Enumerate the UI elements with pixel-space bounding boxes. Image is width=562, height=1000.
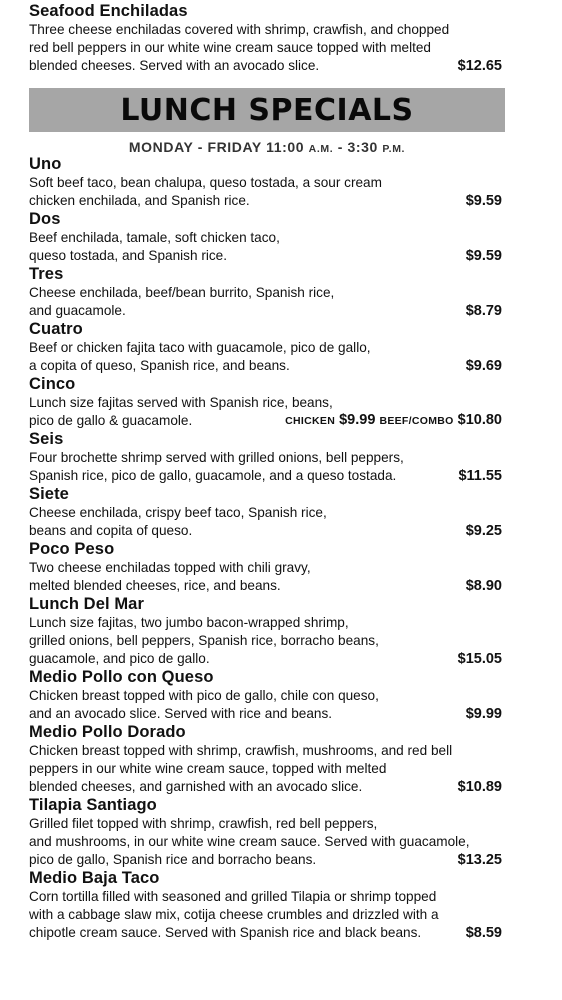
item-price: $8.90 — [465, 578, 502, 594]
item-description — [29, 229, 504, 265]
item-description — [29, 742, 504, 796]
item-price: $8.59 — [465, 925, 502, 941]
item-name: Tilapia Santiago — [29, 796, 157, 814]
item-description — [29, 174, 504, 210]
item-price: $9.99 — [465, 706, 502, 722]
item-description-line: a copita of queso, Spanish rice, and beans. — [29, 358, 290, 373]
item-name: Medio Baja Taco — [29, 869, 160, 887]
item-description-line: blended cheeses, and garnished with an avocado slice. — [29, 779, 363, 794]
item-description-line: melted blended cheeses, rice, and beans. — [29, 578, 281, 593]
item-price: $9.59 — [465, 248, 502, 264]
item-description-line: Two cheese enchiladas topped with chili gravy, — [29, 560, 311, 575]
item-description-line: and mushrooms, in our white wine cream sauce. Served with guacamole, — [29, 834, 470, 849]
item-description-line: chipotle cream sauce. Served with Spanish rice and black beans. — [29, 925, 422, 940]
item-description-line: Corn tortilla filled with seasoned and grilled Tilapia or shrimp topped — [29, 889, 437, 904]
item-price: $12.65 — [457, 58, 502, 74]
lunch-specials-list — [29, 155, 504, 942]
menu-item — [29, 540, 504, 595]
item-price: $10.89 — [457, 779, 502, 795]
item-description — [29, 888, 504, 942]
item-name: Medio Pollo con Queso — [29, 668, 214, 686]
menu-item — [29, 155, 504, 210]
item-description-line: chicken enchilada, and Spanish rice. — [29, 193, 250, 208]
item-description — [29, 449, 504, 485]
item-description-line: and guacamole. — [29, 303, 126, 318]
item-description-line: Soft beef taco, bean chalupa, queso tostada, a sour cream — [29, 175, 382, 190]
item-name: Medio Pollo Dorado — [29, 723, 186, 741]
menu-item — [29, 210, 504, 265]
item-price: $11.55 — [458, 468, 502, 484]
item-name: Siete — [29, 485, 69, 503]
menu-item — [29, 375, 504, 430]
item-description-line: beans and copita of queso. — [29, 523, 193, 538]
item-description-line: red bell peppers in our white wine cream sauce topped with melted — [29, 40, 431, 55]
item-description-line: pico de gallo & guacamole. — [29, 413, 193, 428]
section-hours — [29, 139, 505, 155]
item-description — [29, 815, 504, 869]
item-description-line: Chicken breast topped with shrimp, crawfish, mushrooms, and red bell — [29, 743, 453, 758]
item-description — [29, 21, 504, 75]
item-description-line: Lunch size fajitas served with Spanish rice, beans, — [29, 395, 333, 410]
menu-item — [29, 723, 504, 796]
menu-item — [29, 430, 504, 485]
item-price: $9.69 — [465, 358, 502, 374]
menu-item — [29, 595, 504, 668]
item-price: $8.79 — [465, 303, 502, 319]
section-title: LUNCH SPECIALS — [120, 92, 414, 128]
item-price: $15.05 — [457, 651, 502, 667]
item-description-line: Beef enchilada, tamale, soft chicken taco, — [29, 230, 280, 245]
hours-dash: - 3:30 — [337, 139, 378, 155]
hours-days: MONDAY - FRIDAY 11:00 — [128, 139, 305, 155]
menu-item — [29, 485, 504, 540]
item-name: Seis — [29, 430, 64, 448]
price-label-chicken: CHICKEN — [285, 415, 336, 427]
menu-item — [29, 668, 504, 723]
item-description-line: Chicken breast topped with pico de gallo, chile con queso, — [29, 688, 379, 703]
item-description-line: guacamole, and pico de gallo. — [29, 651, 210, 666]
item-price: $9.25 — [465, 523, 502, 539]
menu-item — [29, 265, 504, 320]
item-name: Seafood Enchiladas — [29, 2, 188, 20]
item-description — [29, 394, 504, 430]
item-price-options — [285, 411, 502, 430]
menu-item — [29, 320, 504, 375]
item-description-line: with a cabbage slaw mix, cotija cheese crumbles and drizzled with a — [29, 907, 439, 922]
item-description-line: Spanish rice, pico de gallo, guacamole, and a queso tostada. — [29, 468, 397, 483]
item-description-line: Grilled filet topped with shrimp, crawfish, red bell peppers, — [29, 816, 378, 831]
hours-am: A.M. — [308, 143, 334, 155]
item-description-line: and an avocado slice. Served with rice and beans. — [29, 706, 333, 721]
item-description-line: Three cheese enchiladas covered with shrimp, crawfish, and chopped — [29, 22, 450, 37]
item-price: $13.25 — [457, 852, 502, 868]
hours-pm: P.M. — [382, 143, 406, 155]
menu-item — [29, 796, 504, 869]
item-description — [29, 339, 504, 375]
price-chicken: $9.99 — [339, 412, 376, 428]
item-description — [29, 614, 504, 668]
item-name: Cuatro — [29, 320, 83, 338]
item-description — [29, 284, 504, 320]
item-name: Uno — [29, 155, 62, 173]
item-description-line: Cheese enchilada, beef/bean burrito, Spanish rice, — [29, 285, 335, 300]
item-description-line: peppers in our white wine cream sauce, topped with melted — [29, 761, 387, 776]
item-description — [29, 687, 504, 723]
item-name: Poco Peso — [29, 540, 115, 558]
menu-item — [29, 869, 504, 942]
item-description-line: pico de gallo, Spanish rice and borracho beans. — [29, 852, 317, 867]
item-name: Cinco — [29, 375, 76, 393]
item-description-line: Beef or chicken fajita taco with guacamole, pico de gallo, — [29, 340, 371, 355]
item-description-line: Lunch size fajitas, two jumbo bacon-wrapped shrimp, — [29, 615, 349, 630]
item-description-line: Four brochette shrimp served with grilled onions, bell peppers, — [29, 450, 404, 465]
item-description-line: queso tostada, and Spanish rice. — [29, 248, 227, 263]
item-description-line: grilled onions, bell peppers, Spanish rice, borracho beans, — [29, 633, 379, 648]
item-price: $9.59 — [465, 193, 502, 209]
item-description — [29, 559, 504, 595]
item-description — [29, 504, 504, 540]
section-banner — [29, 88, 505, 132]
menu-item-seafood-enchiladas — [29, 2, 504, 75]
item-description-line: Cheese enchilada, crispy beef taco, Spanish rice, — [29, 505, 327, 520]
price-beef-combo: $10.80 — [457, 412, 502, 428]
item-description-line: blended cheeses. Served with an avocado slice. — [29, 58, 320, 73]
item-name: Tres — [29, 265, 64, 283]
item-name: Lunch Del Mar — [29, 595, 144, 613]
item-name: Dos — [29, 210, 61, 228]
price-label-beef-combo: BEEF/COMBO — [379, 415, 454, 427]
